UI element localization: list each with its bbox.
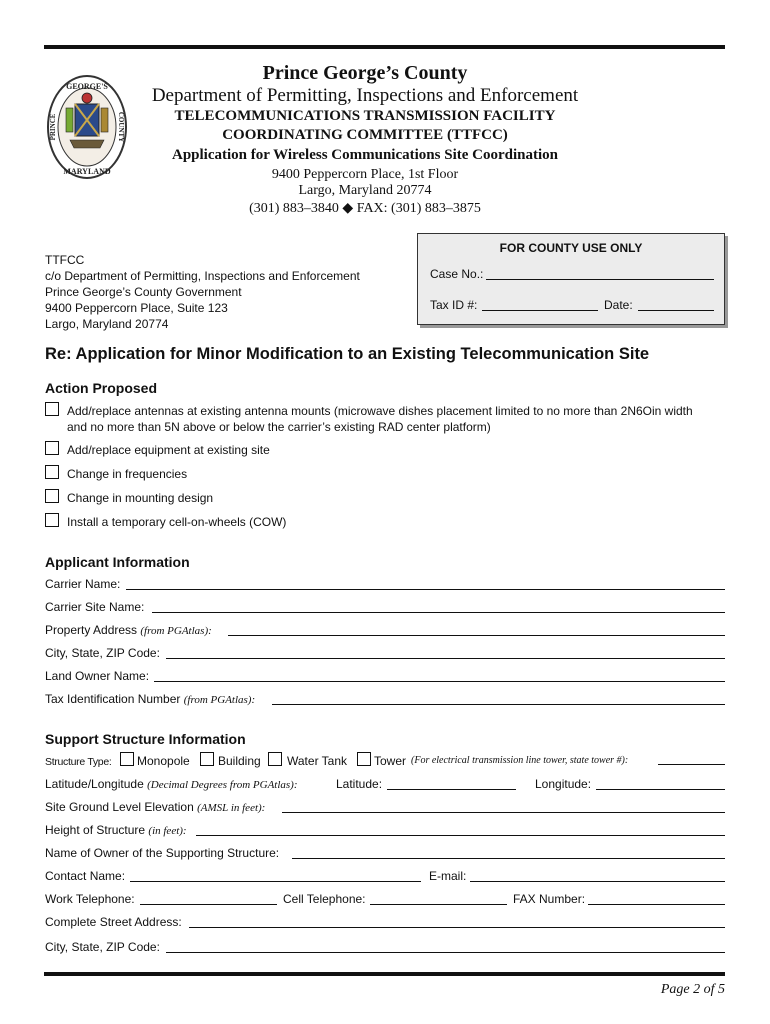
fax-label: FAX Number: [513, 892, 586, 906]
tax-id-number-label [45, 692, 255, 706]
fax-field[interactable] [588, 904, 725, 905]
mailing-line3: Prince George’s County Government [45, 285, 242, 299]
seal-top-text: GEORGE'S [66, 82, 108, 91]
water-tank-label: Water Tank [287, 754, 348, 768]
action-option-3: Change in frequencies [67, 467, 188, 481]
county-use-title: FOR COUNTY USE ONLY [499, 241, 643, 255]
city-state-zip-field[interactable] [166, 658, 725, 659]
seal-bottom-text: MARYLAND [63, 167, 111, 176]
action-checkbox-5[interactable] [45, 513, 59, 527]
height-note: (in feet): [148, 825, 187, 837]
contact-name-label: Contact Name: [45, 869, 126, 883]
action-option-1-cont: and no more than 5N above or below the carrier’s existing RAD center platform) [67, 420, 491, 434]
mailing-line5: Largo, Maryland 20774 [45, 317, 169, 331]
monopole-checkbox[interactable] [120, 752, 134, 766]
committee-line2: COORDINATING COMMITTEE (TTFCC) [222, 127, 508, 143]
mailing-line1: TTFCC [45, 253, 85, 267]
action-option-5: Install a temporary cell-on-wheels (COW) [67, 515, 287, 529]
applicant-heading: Applicant Information [45, 554, 190, 570]
height-label [45, 823, 187, 837]
action-checkbox-4[interactable] [45, 489, 59, 503]
property-address-note: (from PGAtlas): [140, 625, 212, 637]
cell-tel-field[interactable] [370, 904, 507, 905]
carrier-name-field[interactable] [126, 589, 725, 590]
action-checkbox-2[interactable] [45, 441, 59, 455]
address-line1: 9400 Peppercorn Place, 1st Floor [271, 167, 459, 182]
date-label: Date: [604, 298, 633, 312]
seal-right-text: COUNTY [117, 111, 125, 143]
longitude-field[interactable] [596, 789, 725, 790]
tax-id-field[interactable] [482, 310, 598, 311]
email-field[interactable] [470, 881, 725, 882]
latlong-text: Latitude/Longitude [45, 777, 144, 791]
mailing-line4: 9400 Peppercorn Place, Suite 123 [45, 301, 228, 315]
height-field[interactable] [196, 835, 725, 836]
ground-level-field[interactable] [282, 812, 725, 813]
address-line2: Largo, Maryland 20774 [298, 183, 432, 198]
re-title: Re: Application for Minor Modification to an Existing Telecommunication Site [45, 345, 650, 363]
mailing-line2: c/o Department of Permitting, Inspections and Enforcement [45, 269, 360, 283]
date-field[interactable] [638, 310, 714, 311]
land-owner-label: Land Owner Name: [45, 669, 150, 683]
ground-level-note: (AMSL in feet): [197, 802, 266, 814]
case-no-label: Case No.: [430, 267, 484, 281]
cell-tel-label: Cell Telephone: [283, 892, 366, 906]
tower-checkbox[interactable] [357, 752, 371, 766]
building-checkbox[interactable] [200, 752, 214, 766]
contact-name-field[interactable] [130, 881, 421, 882]
tax-id-number-text: Tax Identification Number [45, 692, 181, 706]
water-tank-checkbox[interactable] [268, 752, 282, 766]
street-field[interactable] [189, 927, 725, 928]
latitude-label: Latitude: [336, 777, 383, 791]
work-tel-label: Work Telephone: [45, 892, 135, 906]
action-checkbox-3[interactable] [45, 465, 59, 479]
tax-id-label: Tax ID #: [430, 298, 478, 312]
property-address-field[interactable] [228, 635, 725, 636]
tower-label: Tower [374, 754, 407, 768]
carrier-site-name-label: Carrier Site Name: [45, 600, 145, 614]
height-text: Height of Structure [45, 823, 146, 837]
tax-id-number-note: (from PGAtlas): [183, 694, 256, 706]
land-owner-field[interactable] [154, 681, 725, 682]
latlong-note: (Decimal Degrees from PGAtlas): [147, 779, 298, 791]
application-title: Application for Wireless Communications Site Coordination [171, 147, 558, 163]
carrier-name-label: Carrier Name: [45, 577, 121, 591]
action-checkbox-1[interactable] [45, 402, 59, 416]
tower-number-field[interactable] [658, 764, 725, 765]
support-heading: Support Structure Information [45, 731, 246, 747]
top-rule [44, 45, 725, 49]
bottom-rule [44, 972, 725, 976]
building-label: Building [218, 754, 261, 768]
committee-line1: TELECOMMUNICATIONS TRANSMISSION FACILITY [174, 108, 556, 124]
city-state-zip-label: City, State, ZIP Code: [45, 646, 160, 660]
ground-level-label [45, 800, 265, 814]
tax-id-number-field[interactable] [272, 704, 725, 705]
monopole-label: Monopole [137, 754, 190, 768]
tower-note: (For electrical transmission line tower, state tower #): [411, 755, 629, 766]
page-number: Page 2 of 5 [660, 982, 725, 997]
longitude-label: Longitude: [535, 777, 592, 791]
county-title: Prince George’s County [262, 62, 468, 84]
street-label: Complete Street Address: [45, 915, 182, 929]
case-no-field[interactable] [486, 279, 714, 280]
department-title: Department of Permitting, Inspections and Enforcement [151, 85, 579, 106]
owner-name-field[interactable] [292, 858, 725, 859]
action-option-2: Add/replace equipment at existing site [67, 443, 270, 457]
mailing-address [45, 252, 360, 332]
action-heading: Action Proposed [45, 380, 158, 396]
action-option-4: Change in mounting design [67, 491, 214, 505]
ground-level-text: Site Ground Level Elevation [45, 800, 194, 814]
work-tel-field[interactable] [140, 904, 277, 905]
seal-left-text: PRINCE [49, 113, 57, 141]
support-city-field[interactable] [166, 952, 725, 953]
owner-name-label: Name of Owner of the Supporting Structure: [45, 846, 280, 860]
property-address-text: Property Address [45, 623, 138, 637]
latlong-label [45, 777, 298, 791]
action-option-1: Add/replace antennas at existing antenna mounts (microwave dishes placement limited to no more than 2N6Oin width [67, 404, 693, 418]
latitude-field[interactable] [387, 789, 516, 790]
structure-type-label: Structure Type: [45, 756, 112, 768]
phone-line: (301) 883–3840 ◆ FAX: (301) 883–3875 [249, 201, 481, 216]
email-label: E-mail: [429, 869, 467, 883]
property-address-label [45, 623, 212, 637]
support-city-label: City, State, ZIP Code: [45, 940, 160, 954]
carrier-site-name-field[interactable] [152, 612, 725, 613]
